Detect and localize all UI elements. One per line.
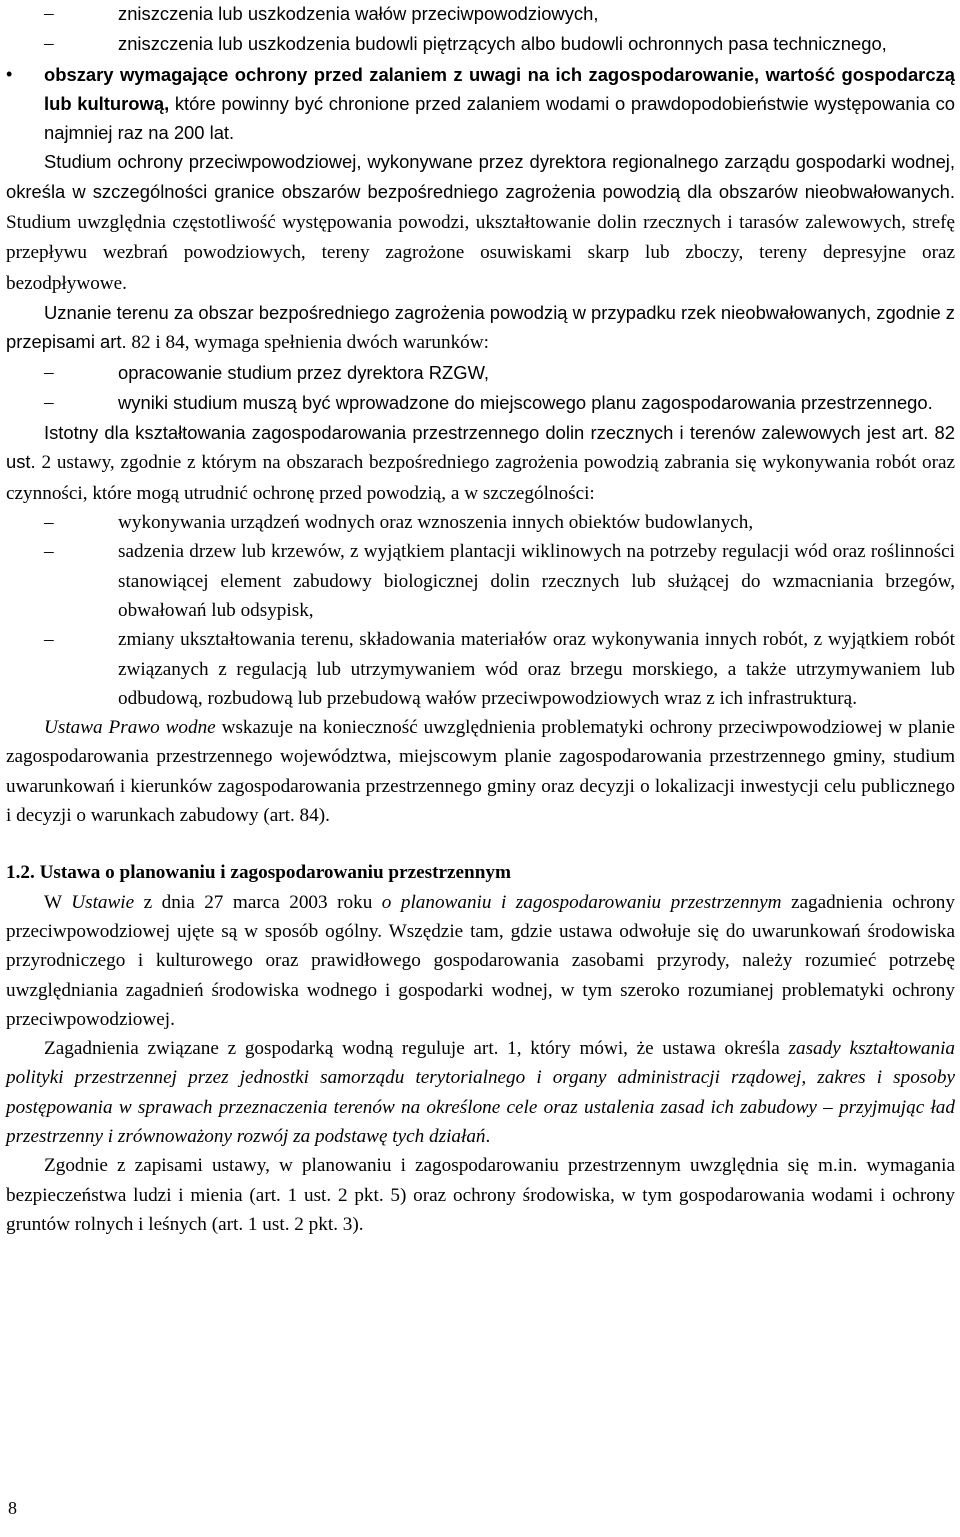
list-item: – opracowanie studium przez dyrektora RZGW, <box>6 358 955 388</box>
top-dash-list <box>6 0 955 60</box>
uznanie-paragraph: Uznanie terenu za obszar bezpośredniego zagrożenia powodzią w przypadku rzek nieobwałowanych, zgodnie z przepisami art. 82 i 84, wymaga spełnienia dwóch warunków: <box>6 301 955 354</box>
list-item: – wykonywania urządzeń wodnych oraz wznoszenia innych obiektów budowlanych, <box>6 508 955 537</box>
top-bullet-list <box>6 60 955 148</box>
istotny-paragraph: Istotny dla kształtowania zagospodarowania przestrzennego dolin rzecznych i terenów zalewowych jest art. 82 ust. 2 ustawy, zgodnie z którym na obszarach bezpośredniego zagrożenia powodzią zabrania się wykonywania robót oraz czynności, które mogą utrudnić ochronę przed powodzią, a w szczególności: <box>6 422 955 504</box>
zgodnie-paragraph: Zgodnie z zapisami ustawy, w planowaniu i zagospodarowaniu przestrzennym uwzględnia się m.in. wymagania bezpieczeństwa ludzi i mienia (art. 1 ust. 2 pkt. 5) oraz ochrony środowiska, w tym gospodarowania wodami i ochrony gruntów rolnych i leśnych (art. 1 ust. 2 pkt. 3). <box>6 1155 955 1235</box>
dash-marker: – <box>44 3 54 24</box>
dash-marker: – <box>44 512 54 534</box>
section-number: 1.2. <box>6 862 35 884</box>
zagadnienia-paragraph: Zagadnienia związane z gospodarką wodną reguluje art. 1, który mówi, że ustawa określa zasady kształtowania polityki przestrzennej przez jednostki samorządu terytorialnego i organy administracji rządowej, zakres i sposoby postępowania w sprawach przeznaczenia terenów na określone cele oraz ustalenia zasad ich zabudowy – przyjmując ład przestrzenny i zrównoważony rozwój za podstawę tych działań. <box>6 1038 955 1147</box>
section-heading <box>6 858 955 887</box>
bullet-marker: • <box>6 63 13 84</box>
dash-marker: – <box>44 361 54 383</box>
bold-text: obszary wymagające ochrony przed zalaniem z uwagi na ich zagospodarowanie, wartość gospodarczą lub kulturową, <box>44 63 955 114</box>
studium-paragraph: Studium ochrony przeciwpowodziowej, wykonywane przez dyrektora regionalnego zarządu gospodarki wodnej, określa w szczególności granice obszarów bezpośredniego zagrożenia powodzią dla obszarów nieobwałowanych. Studium uwzględnia częstotliwość występowania powodzi, ukształtowanie dolin rzecznych i tarasów zalewowych, strefę przepływu wezbrań powodziowych, tereny zagrożone osuwiskami skarp lub zboczy, tereny depresyjne oraz bezodpływowe. <box>6 151 955 294</box>
italic-text: Ustawa Prawo wodne <box>44 717 216 739</box>
istotny-list <box>6 508 955 713</box>
dash-marker: – <box>44 391 54 413</box>
page-number: 8 <box>8 1498 17 1518</box>
list-item: – zmiany ukształtowania terenu, składowania materiałów oraz wykonywania innych robót, z wyjątkiem robót związanych z regulacją lub utrzymywaniem wód oraz brzegu morskiego, a także utrzymywaniem lub odbudową, rozbudową lub przebudową wałów przeciwpowodziowych wraz z ich infrastrukturą. <box>6 625 955 713</box>
list-item: • obszary wymagające ochrony przed zalaniem z uwagi na ich zagospodarowanie, wartość gospodarczą lub kulturową, które powinny być chronione przed zalaniem wodami o prawdopodobieństwie występowania co najmniej raz na 200 lat. <box>6 60 955 148</box>
list-item: – zniszczenia lub uszkodzenia budowli piętrzących albo budowli ochronnych pasa technicznego, <box>6 29 955 59</box>
dash-marker: – <box>44 541 54 563</box>
list-item: – zniszczenia lub uszkodzenia wałów przeciwpowodziowych, <box>6 0 955 29</box>
ustawa-paragraph: Ustawa Prawo wodne wskazuje na konieczność uwzględnienia problematyki ochrony przeciwpowodziowej w planie zagospodarowania przestrzennego województwa, miejscowym planie zagospodarowania przestrzennego gminy, studium uwarunkowań i kierunków zagospodarowania przestrzennego gminy oraz decyzji o lokalizacji inwestycji celu publicznego i decyzji o warunkach zabudowy (art. 84). <box>6 717 955 827</box>
dash-marker: – <box>44 629 54 651</box>
document-page <box>6 0 955 1239</box>
list-item: – sadzenia drzew lub krzewów, z wyjątkiem plantacji wiklinowych na potrzeby regulacji wód oraz roślinności stanowiącej element zabudowy biologicznej dolin rzecznych lub służącej do wzmacniania brzegów, obwałowań lub odsypisk, <box>6 537 955 625</box>
dash-marker: – <box>44 33 54 55</box>
section-title: Ustawa o planowaniu i zagospodarowaniu przestrzennym <box>34 862 511 884</box>
uznanie-list <box>6 358 955 419</box>
planowanie-paragraph: W Ustawie z dnia 27 marca 2003 roku o planowaniu i zagospodarowaniu przestrzennym zagadnienia ochrony przeciwpowodziowej ujęte są w sposób ogólny. Wszędzie tam, gdzie ustawa odwołuje się do uwarunkowań środowiska przyrodniczego i kulturowego oraz prawidłowego gospodarowania zasobami przyrody, należy rozumieć potrzebę uwzględniania zagadnień środowiska wodnego i gospodarki wodnej, w tym szeroko rozumianej problematyki ochrony przeciwpowodziowej. <box>6 891 955 1030</box>
list-item: – wyniki studium muszą być wprowadzone do miejscowego planu zagospodarowania przestrzennego. <box>6 388 955 418</box>
